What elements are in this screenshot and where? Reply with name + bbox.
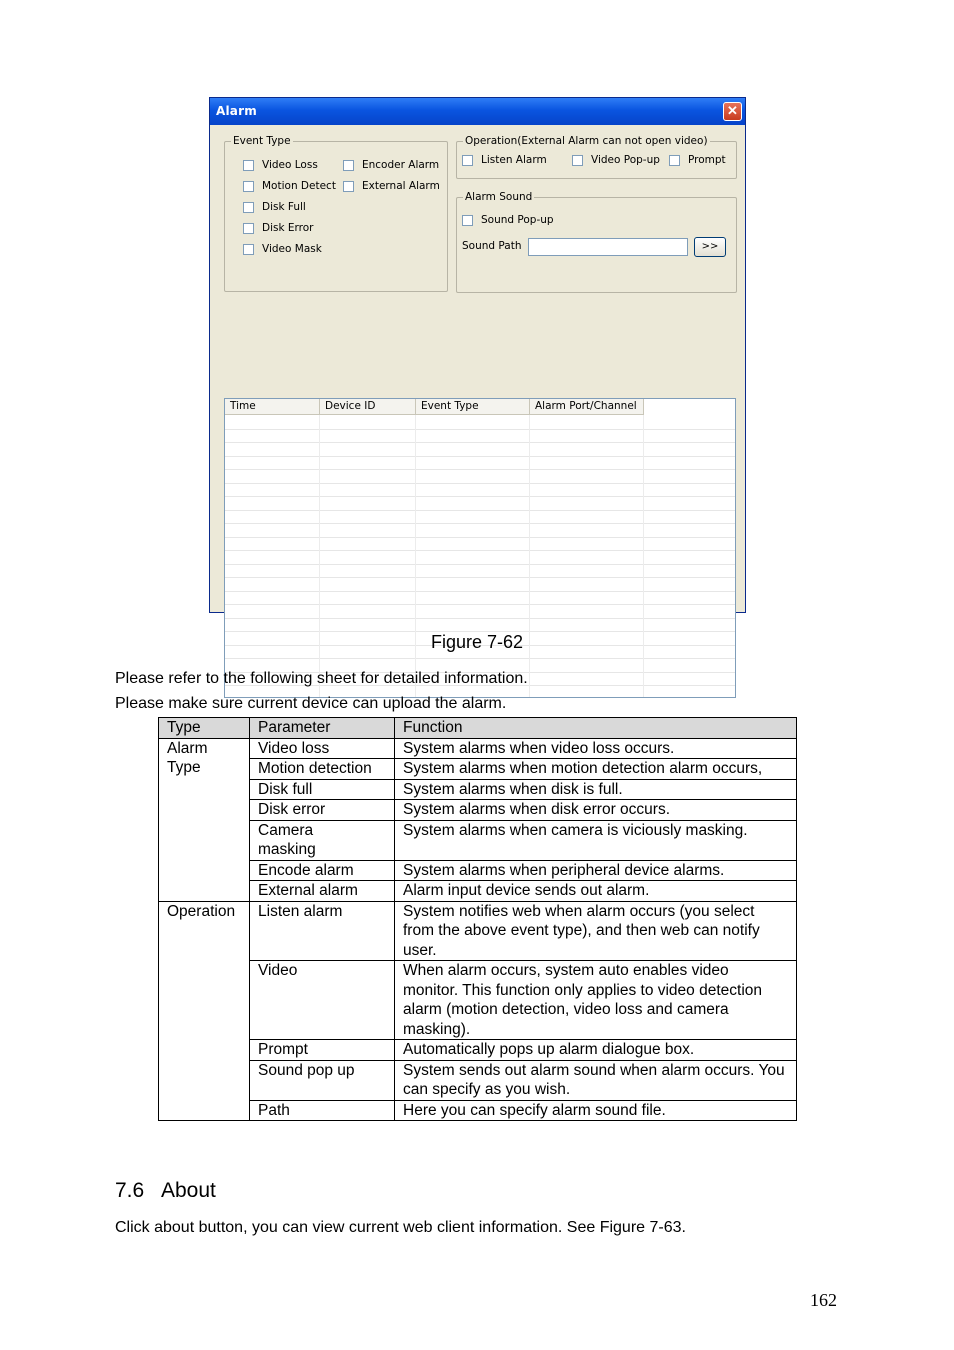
checkbox-box[interactable] [243, 181, 254, 192]
checkbox-disk-error[interactable] [243, 222, 314, 234]
list-row[interactable] [225, 429, 735, 444]
intro-line-2: Please make sure current device can upload the alarm. [115, 695, 507, 712]
checkbox-box[interactable] [243, 160, 254, 171]
alarm-sound-legend: Alarm Sound [465, 191, 533, 203]
parameter-cell: Disk error [250, 800, 395, 821]
type-cell: Alarm Type [159, 738, 250, 901]
table-row [159, 759, 797, 780]
list-row[interactable] [225, 496, 735, 511]
list-column-divider [319, 415, 320, 697]
list-row[interactable] [225, 577, 735, 592]
checkbox-box[interactable] [343, 160, 354, 171]
checkbox-label: Sound Pop-up [481, 214, 554, 226]
dialog-title: Alarm [216, 104, 257, 118]
checkbox-label: Prompt [688, 154, 726, 166]
section-title: About [161, 1179, 216, 1202]
checkbox-video-popup[interactable] [572, 154, 660, 166]
alarm-dialog [209, 97, 746, 613]
dialog-title-bar[interactable] [210, 98, 745, 125]
parameter-cell: Sound pop up [250, 1060, 395, 1100]
function-cell: Alarm input device sends out alarm. [395, 881, 797, 902]
checkbox-box[interactable] [343, 181, 354, 192]
table-row [159, 779, 797, 800]
checkbox-box[interactable] [572, 155, 583, 166]
list-row[interactable] [225, 415, 735, 430]
list-column-divider [643, 415, 644, 697]
checkbox-listen-alarm[interactable] [462, 154, 547, 166]
list-row[interactable] [225, 604, 735, 619]
parameter-cell: Path [250, 1100, 395, 1121]
list-row[interactable] [225, 483, 735, 498]
function-cell: Automatically pops up alarm dialogue box. [395, 1040, 797, 1061]
parameter-cell: Camera masking [250, 820, 395, 860]
checkbox-label: Disk Full [262, 201, 306, 213]
list-row[interactable] [225, 537, 735, 552]
browse-button[interactable]: >> [694, 237, 726, 257]
checkbox-prompt[interactable] [669, 154, 726, 166]
sound-path-input[interactable] [528, 238, 688, 256]
function-cell: System alarms when disk error occurs. [395, 800, 797, 821]
checkbox-external-alarm[interactable] [343, 180, 440, 192]
section-body: Click about button, you can view current web client information. See Figure 7-63. [115, 1219, 686, 1236]
list-row[interactable] [225, 591, 735, 606]
figure-caption: Figure 7-62 [430, 632, 524, 652]
parameter-cell: Listen alarm [250, 901, 395, 961]
event-type-legend: Event Type [233, 135, 291, 147]
parameter-cell: Video [250, 961, 395, 1040]
list-row[interactable] [225, 618, 735, 633]
checkbox-box[interactable] [462, 215, 473, 226]
checkbox-box[interactable] [669, 155, 680, 166]
checkbox-label: Video Loss [262, 159, 318, 171]
function-cell: System alarms when motion detection alarm occurs, [395, 759, 797, 780]
alarm-sound-group [456, 191, 737, 293]
alarm-list[interactable] [224, 398, 736, 698]
function-cell: System sends out alarm sound when alarm occurs. You can specify as you wish. [395, 1060, 797, 1100]
checkbox-label: Motion Detect [262, 180, 336, 192]
list-row[interactable] [225, 456, 735, 471]
checkbox-label: Encoder Alarm [362, 159, 440, 171]
checkbox-label: External Alarm [362, 180, 440, 192]
table-row [159, 881, 797, 902]
list-row[interactable] [225, 564, 735, 579]
checkbox-box[interactable] [243, 223, 254, 234]
list-row[interactable] [225, 550, 735, 565]
checkbox-box[interactable] [243, 202, 254, 213]
table-row [159, 1060, 797, 1100]
list-column-divider [529, 415, 530, 697]
table-row [159, 800, 797, 821]
parameter-cell: Motion detection [250, 759, 395, 780]
header-function: Function [395, 718, 797, 739]
checkbox-video-loss[interactable] [243, 159, 318, 171]
column-header-device-id[interactable]: Device ID [320, 399, 416, 415]
type-cell: Operation [159, 901, 250, 1121]
table-row [159, 738, 797, 759]
checkbox-video-mask[interactable] [243, 243, 322, 255]
sound-path-label: Sound Path [462, 240, 522, 252]
header-parameter: Parameter [250, 718, 395, 739]
column-header-time[interactable]: Time [225, 399, 320, 415]
list-row[interactable] [225, 469, 735, 484]
function-cell: System notifies web when alarm occurs (you select from the above event type), and then web can notify user. [395, 901, 797, 961]
event-type-group [224, 135, 448, 292]
function-cell: System alarms when video loss occurs. [395, 738, 797, 759]
checkbox-label: Listen Alarm [481, 154, 547, 166]
alarm-info-table [158, 717, 797, 1121]
table-header-row [159, 718, 797, 739]
checkbox-sound-popup[interactable] [462, 214, 554, 226]
table-row [159, 901, 797, 961]
intro-line-1: Please refer to the following sheet for detailed information. [115, 670, 528, 687]
dialog-client-area [213, 126, 742, 609]
checkbox-disk-full[interactable] [243, 201, 306, 213]
parameter-cell: Disk full [250, 779, 395, 800]
function-cell: System alarms when camera is viciously masking. [395, 820, 797, 860]
table-row [159, 820, 797, 860]
function-cell: Here you can specify alarm sound file. [395, 1100, 797, 1121]
table-row [159, 1100, 797, 1121]
section-heading [115, 1179, 216, 1203]
table-row [159, 1040, 797, 1061]
column-header-alarm-port[interactable]: Alarm Port/Channel [530, 399, 644, 415]
list-column-divider [415, 415, 416, 697]
list-row[interactable] [225, 510, 735, 525]
checkbox-label: Video Pop-up [591, 154, 660, 166]
section-number: 7.6 [115, 1179, 145, 1202]
function-cell: When alarm occurs, system auto enables video monitor. This function only applies to video detection alarm (motion detection, video loss and camera masking). [395, 961, 797, 1040]
function-cell: System alarms when disk is full. [395, 779, 797, 800]
parameter-cell: Encode alarm [250, 860, 395, 881]
checkbox-encoder-alarm[interactable] [343, 159, 439, 171]
checkbox-motion-detect[interactable] [243, 180, 336, 192]
parameter-cell: External alarm [250, 881, 395, 902]
checkbox-box[interactable] [462, 155, 473, 166]
function-cell: System alarms when peripheral device alarms. [395, 860, 797, 881]
checkbox-box[interactable] [243, 244, 254, 255]
checkbox-label: Disk Error [262, 222, 314, 234]
checkbox-label: Video Mask [262, 243, 322, 255]
parameter-cell: Video loss [250, 738, 395, 759]
header-type: Type [159, 718, 250, 739]
table-row [159, 961, 797, 1040]
close-icon[interactable]: ✕ [723, 102, 742, 121]
parameter-cell: Prompt [250, 1040, 395, 1061]
list-row[interactable] [225, 523, 735, 538]
list-row[interactable] [225, 442, 735, 457]
page-number: 162 [810, 1290, 837, 1310]
operation-legend: Operation(External Alarm can not open video) [465, 135, 708, 147]
column-header-event-type[interactable]: Event Type [416, 399, 530, 415]
table-row [159, 860, 797, 881]
operation-group [456, 135, 737, 179]
alarm-list-header [225, 399, 644, 415]
